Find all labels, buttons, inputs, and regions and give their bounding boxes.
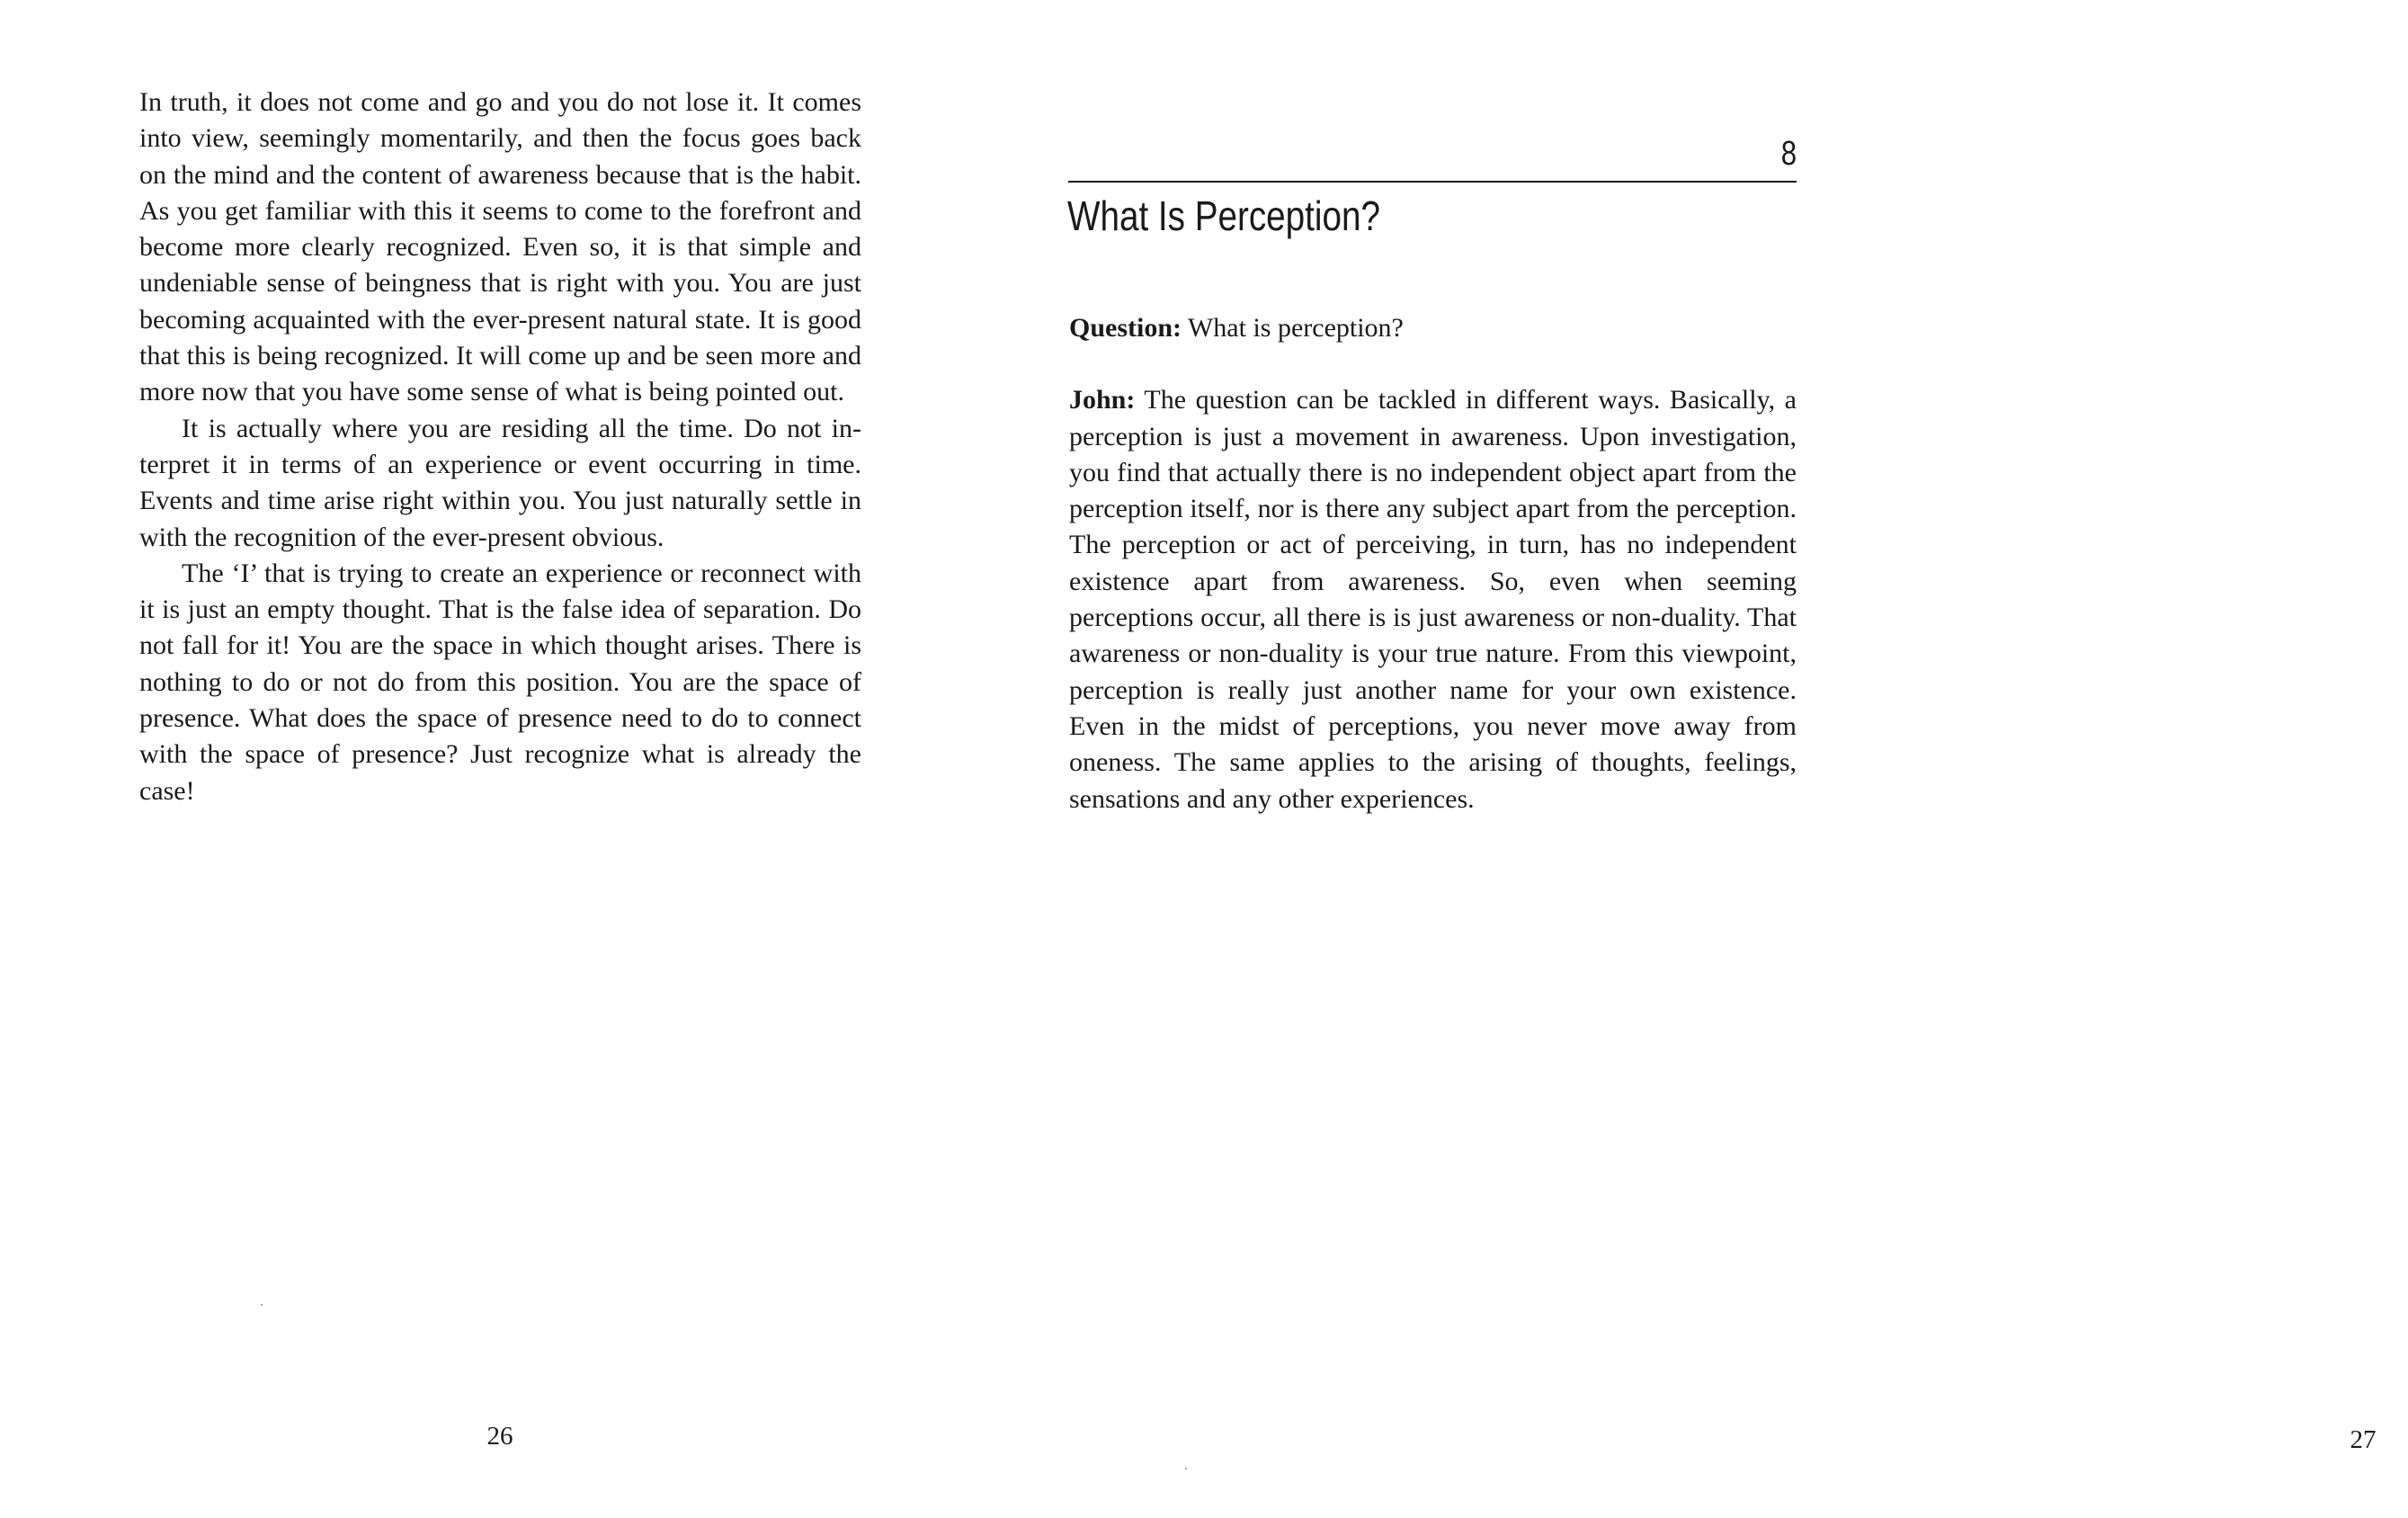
- left-paragraph-3: The ‘I’ that is trying to create an experience or reconnect with it is just an empty thought. That is the false idea of separation. Do not fall for it! You are the space in which thought arises. There is nothing to do or not do from this position. You are the space of presence. What does the space of presence need to do to connect with the space of presence? Just recognize what is already the case!: [139, 558, 861, 806]
- chapter-title: What Is Perception?: [1067, 192, 1380, 239]
- chapter-rule: [1068, 181, 1797, 183]
- scan-speck: [1185, 1468, 1187, 1469]
- right-page-body: [1069, 310, 1797, 817]
- answer-text: The question can be tackled in different ways. Basically, a perception is just a movement in awareness. Upon investigation, you find that actually there is no independent object apart from the perception itself, nor is there any subject apart from the perception. The perception or act of perceiving, in turn, has no independent existence apart from awareness. So, even when seeming perceptions occur, all there is is just awareness or non-duality. That awareness or non-duality is your true nature. From this viewpoint, perception is really just another name for your own existence. Even in the midst of perceptions, you never move away from oneness. The same applies to the arising of thoughts, feelings, sensations and any other experiences.: [1069, 385, 1797, 814]
- question-paragraph: [1069, 310, 1797, 346]
- left-page-number: 26: [486, 1422, 513, 1451]
- right-page-number: 27: [2350, 1425, 2377, 1454]
- answer-paragraph: [1069, 382, 1797, 817]
- left-page-body: [139, 85, 861, 809]
- left-paragraph-2: It is actually where you are residing all the time. Do not interpret it in terms of an experience or event occurring in time. Events and time arise right within you. You just naturally settle in with the recognition of the ever-present obvious.: [139, 413, 861, 552]
- left-page: [0, 0, 942, 1518]
- scan-speck: [261, 1304, 263, 1306]
- answer-label: John:: [1069, 385, 1136, 415]
- question-text: What is perception?: [1182, 313, 1404, 343]
- left-paragraph-1: In truth, it does not come and go and you do not lose it. It comes into view, seemingly momentarily, and then the focus goes back on the mind and the content of awareness because that is the habit. As you get familiar with this it seems to come to the forefront and become more clearly recognized. Even so, it is that simple and undeniable sense of beingness that is right with you. You are just becoming acquainted with the ever-present natural state. It is good that this is being recognized. It will come up and be seen more and more now that you have some sense of what is being pointed out.: [139, 87, 861, 407]
- right-page: [942, 0, 2377, 1518]
- question-label: Question:: [1069, 313, 1182, 343]
- chapter-number: 8: [1780, 135, 1797, 173]
